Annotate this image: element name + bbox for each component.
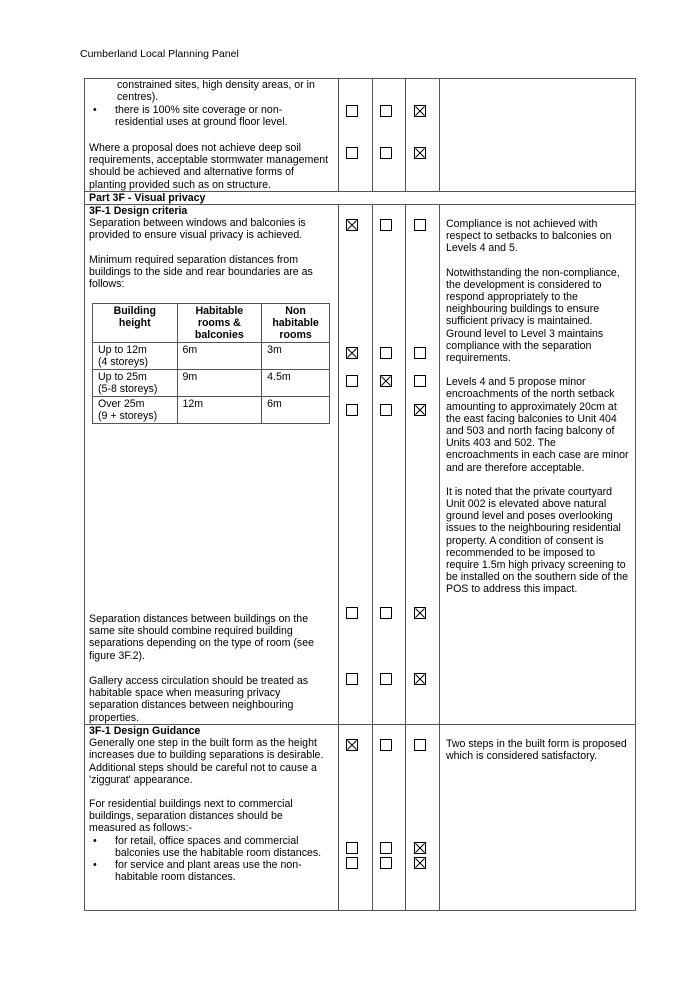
table-cell: 12m (177, 397, 262, 424)
table-cell: 4.5m (262, 370, 330, 397)
text-line: the east facing balconies to Unit 404 (446, 412, 617, 425)
header-line: Habitable (195, 305, 244, 317)
checkbox-na[interactable] (414, 219, 426, 231)
text-line: Gallery access circulation should be treated as (89, 675, 309, 687)
checkbox-na[interactable] (414, 347, 426, 359)
header-line: rooms & (197, 317, 241, 329)
cell-line: (9 + storeys) (98, 410, 158, 422)
page-header: Cumberland Local Planning Panel (80, 48, 239, 60)
checkbox-na[interactable] (414, 842, 426, 854)
checkbox-na[interactable] (414, 404, 426, 416)
checkbox-no[interactable] (380, 607, 392, 619)
text-line: It is noted that the private courtyard (446, 485, 613, 498)
design-guidance-block (89, 725, 333, 883)
checkbox-na[interactable] (414, 673, 426, 685)
cross-mark-icon (415, 106, 425, 116)
checkbox-yes[interactable] (346, 404, 358, 416)
header-line: height (118, 317, 151, 329)
text-line: Levels 4 and 5 propose minor (446, 376, 586, 389)
text-line: Minimum required separation distances from (89, 253, 299, 266)
column-header (177, 304, 262, 343)
text-line: habitable space when measuring privacy (89, 687, 281, 700)
checkbox-no[interactable] (380, 375, 392, 387)
bullet-dot: • (93, 104, 97, 116)
text-line: balconies use the habitable room distances. (115, 846, 322, 859)
text-line: there is 100% site coverage or non- (115, 104, 283, 116)
text-line: for retail, office spaces and commercial (115, 834, 299, 847)
design-criteria-block (89, 205, 333, 290)
checkbox-na[interactable] (414, 105, 426, 117)
text-line: and 503 and north facing balcony of (446, 425, 615, 438)
column-header (93, 304, 178, 343)
comments-design-criteria (446, 218, 630, 596)
text-line: For residential buildings next to commercial (89, 798, 293, 811)
checkbox-no[interactable] (380, 404, 392, 416)
cross-mark-icon (415, 674, 425, 684)
text-line: Unit 002 is elevated above natural (446, 498, 607, 511)
text-line: and are therefore acceptable. (446, 461, 585, 474)
table-cell (93, 397, 178, 424)
table-cell: 3m (262, 343, 330, 370)
text-line: Units 403 and 502. The (446, 437, 556, 450)
cross-mark-icon (347, 740, 357, 750)
text-line: recommended to be imposed to (446, 546, 595, 559)
bullet-dot: • (93, 834, 97, 847)
table-row (93, 343, 330, 370)
text-line: follows: (89, 278, 125, 291)
text-line: provided to ensure visual privacy is achieved. (89, 229, 303, 242)
cell-line: (4 storeys) (98, 356, 149, 368)
checkbox-no[interactable] (380, 673, 392, 685)
text-line: property. A condition of consent is (446, 534, 604, 547)
header-line: rooms (279, 329, 312, 341)
header-line: Building (113, 305, 156, 317)
table-row (93, 370, 330, 397)
comments-design-guidance (446, 738, 630, 762)
checkbox-no[interactable] (380, 219, 392, 231)
column-header (262, 304, 330, 343)
checkbox-no[interactable] (380, 739, 392, 751)
text-line: Separation distances between buildings on the (89, 613, 309, 625)
text-line: buildings to the side and rear boundaries are as (89, 265, 313, 278)
text-line: increases due to building separations is desirable. (89, 749, 324, 762)
checkbox-na[interactable] (414, 607, 426, 619)
header-line: balconies (194, 329, 244, 341)
text-line: Notwithstanding the non-compliance, (446, 266, 620, 279)
continued-bullet-text (117, 79, 333, 103)
table-cell (93, 370, 178, 397)
text-line: encroachments of the north setback (446, 388, 615, 401)
cross-mark-icon (347, 220, 357, 230)
text-line: 'ziggurat' appearance. (89, 773, 193, 786)
text-line: separation distances between neighbouring (89, 699, 294, 712)
cell-line: Up to 25m (98, 371, 147, 383)
table-cell: 9m (177, 370, 262, 397)
text-line: requirements. (446, 352, 511, 365)
text-line: Levels 4 and 5. (446, 242, 518, 255)
checkbox-na[interactable] (414, 375, 426, 387)
text-line: compliance with the separation (446, 339, 592, 352)
text-line: sufficient privacy is maintained. (446, 315, 593, 328)
checkbox-na[interactable] (414, 739, 426, 751)
checkbox-no[interactable] (380, 347, 392, 359)
text-line: which is considered satisfactory. (446, 750, 598, 763)
cell-line: Up to 12m (98, 344, 147, 356)
text-line: should be achieved and alternative forms of (89, 166, 294, 179)
cross-mark-icon (415, 405, 425, 415)
table-row (93, 397, 330, 424)
text-line: requirements, acceptable stormwater management (89, 154, 329, 167)
text-line: properties. (89, 711, 140, 724)
text-line: Generally one step in the built form as the height (89, 737, 317, 750)
design-guidance-heading: 3F-1 Design Guidance (89, 725, 201, 737)
cross-mark-icon (415, 858, 425, 868)
text-line: figure 3F.2). (89, 649, 145, 662)
text-line: separations depending on the type of room (see (89, 637, 314, 650)
text-line: buildings, separation distances should be (89, 810, 283, 823)
checkbox-no[interactable] (380, 105, 392, 117)
checkbox-yes[interactable] (346, 105, 358, 117)
text-line: constrained sites, high density areas, or in (117, 79, 315, 91)
text-line: Where a proposal does not achieve deep soil (89, 142, 302, 154)
text-line: Ground level to Level 3 maintains (446, 327, 604, 340)
separation-distances-table (92, 303, 330, 424)
text-line: POS to address this impact. (446, 583, 578, 596)
text-line: issues to the neighbouring residential (446, 522, 621, 535)
text-line: respect to setbacks to balconies on (446, 230, 612, 243)
checkbox-yes[interactable] (346, 842, 358, 854)
deep-soil-paragraph (89, 142, 333, 191)
cell-line: Over 25m (98, 398, 145, 410)
checkbox-yes[interactable] (346, 375, 358, 387)
text-line: centres). (117, 91, 159, 104)
checkbox-na[interactable] (414, 147, 426, 159)
text-line: Separation between windows and balconies is (89, 217, 306, 230)
header-line: habitable (272, 317, 319, 329)
text-line: measured as follows:- (89, 822, 193, 835)
table-header-row (93, 304, 330, 343)
text-line: encroachments in each case are minor (446, 449, 629, 462)
bullet-item (89, 104, 333, 128)
text-line: require 1.5m high privacy screening to (446, 559, 626, 572)
table-cell (93, 343, 178, 370)
section-heading-part-3f: Part 3F - Visual privacy (89, 192, 206, 204)
bullet-dot: • (93, 859, 97, 872)
cross-mark-icon (347, 348, 357, 358)
cross-mark-icon (381, 376, 391, 386)
text-line: planting provided such as on structure. (89, 178, 271, 191)
text-line: amounting to approximately 20cm at (446, 400, 617, 413)
bullet-item (89, 859, 333, 883)
checkbox-na[interactable] (414, 857, 426, 869)
checkbox-no[interactable] (380, 857, 392, 869)
bullet-item (89, 835, 333, 859)
text-line: Two steps in the built form is proposed (446, 738, 627, 750)
cross-mark-icon (415, 608, 425, 618)
text-line: Additional steps should be careful not to cause a (89, 761, 317, 774)
separation-same-site-paragraph (89, 613, 333, 662)
cross-mark-icon (415, 148, 425, 158)
checkbox-yes[interactable] (346, 607, 358, 619)
checkbox-yes[interactable] (346, 739, 358, 751)
text-line: respond appropriately to the (446, 291, 578, 304)
cell-line: (5-8 storeys) (98, 383, 158, 395)
table-cell: 6m (177, 343, 262, 370)
design-criteria-heading: 3F-1 Design criteria (89, 205, 188, 217)
header-line: Non (285, 305, 306, 317)
text-line: be installed on the southern side of the (446, 571, 628, 584)
checkbox-yes[interactable] (346, 347, 358, 359)
checkbox-no[interactable] (380, 842, 392, 854)
checkbox-yes[interactable] (346, 857, 358, 869)
text-line: residential uses at ground floor level. (115, 116, 288, 129)
checkbox-yes[interactable] (346, 219, 358, 231)
cross-mark-icon (415, 843, 425, 853)
gallery-access-paragraph (89, 675, 333, 724)
checkbox-yes[interactable] (346, 147, 358, 159)
checkbox-yes[interactable] (346, 673, 358, 685)
text-line: habitable room distances. (115, 871, 236, 884)
text-line: Compliance is not achieved with (446, 218, 598, 230)
checkbox-no[interactable] (380, 147, 392, 159)
text-line: the development is considered to (446, 278, 602, 291)
text-line: same site should combine required building (89, 625, 293, 638)
text-line: neighbouring buildings to ensure (446, 303, 600, 316)
text-line: ground level and poses overlooking (446, 510, 613, 523)
text-line: for service and plant areas use the non- (115, 859, 302, 872)
table-cell: 6m (262, 397, 330, 424)
